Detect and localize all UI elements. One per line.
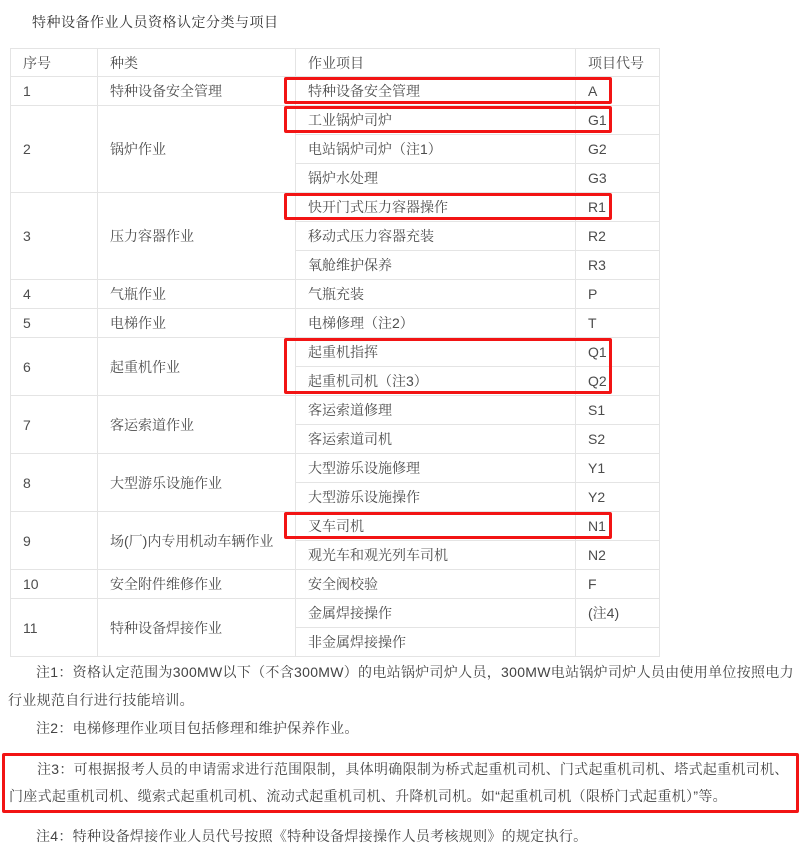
highlight-box-note-3 [2, 753, 799, 813]
cell-category: 气瓶作业 [98, 280, 296, 309]
cell-no: 1 [11, 77, 98, 106]
cell-project: 特种设备安全管理 [296, 77, 576, 106]
cell-code: (注4) [576, 599, 660, 628]
table-row [11, 599, 660, 628]
cell-project: 大型游乐设施修理 [296, 454, 576, 483]
qualification-table [10, 48, 660, 657]
cell-project: 锅炉水处理 [296, 164, 576, 193]
cell-code: A [576, 77, 660, 106]
cell-code [576, 628, 660, 657]
cell-category: 安全附件维修作业 [98, 570, 296, 599]
cell-category: 特种设备安全管理 [98, 77, 296, 106]
note-3: 注3：可根据报考人员的申请需求进行范围限制，具体明确限制为桥式起重机司机、门式起重机司机、塔式起重机司机、门座式起重机司机、缆索式起重机司机、流动式起重机司机、升降机司机。如“起重机司机（限桥门式起重机）”等。 [9, 761, 789, 804]
cell-no: 6 [11, 338, 98, 396]
cell-no: 7 [11, 396, 98, 454]
table-row [11, 396, 660, 425]
cell-code: G1 [576, 106, 660, 135]
cell-code: N2 [576, 541, 660, 570]
cell-project: 叉车司机 [296, 512, 576, 541]
cell-project: 非金属焊接操作 [296, 628, 576, 657]
header-no: 序号 [11, 49, 98, 77]
cell-project: 快开门式压力容器操作 [296, 193, 576, 222]
cell-project: 大型游乐设施操作 [296, 483, 576, 512]
cell-code: R1 [576, 193, 660, 222]
cell-category: 场(厂)内专用机动车辆作业 [98, 512, 296, 570]
note-2: 注2：电梯修理作业项目包括修理和维护保养作业。 [36, 720, 359, 736]
table-row [11, 193, 660, 222]
cell-code: Y2 [576, 483, 660, 512]
cell-project: 电站锅炉司炉（注1） [296, 135, 576, 164]
table-header-row [11, 49, 660, 77]
table-row [11, 106, 660, 135]
table-row [11, 454, 660, 483]
cell-code: N1 [576, 512, 660, 541]
table-row [11, 512, 660, 541]
cell-category: 特种设备焊接作业 [98, 599, 296, 657]
cell-project: 客运索道修理 [296, 396, 576, 425]
note-4: 注4：特种设备焊接作业人员代号按照《特种设备焊接操作人员考核规则》的规定执行。 [36, 828, 588, 844]
cell-code: Y1 [576, 454, 660, 483]
cell-no: 11 [11, 599, 98, 657]
cell-code: G3 [576, 164, 660, 193]
cell-code: Q2 [576, 367, 660, 396]
cell-no: 9 [11, 512, 98, 570]
cell-code: G2 [576, 135, 660, 164]
cell-project: 安全阀校验 [296, 570, 576, 599]
cell-code: P [576, 280, 660, 309]
cell-code: R2 [576, 222, 660, 251]
cell-project: 观光车和观光列车司机 [296, 541, 576, 570]
cell-category: 锅炉作业 [98, 106, 296, 193]
cell-category: 压力容器作业 [98, 193, 296, 280]
table-row [11, 77, 660, 106]
cell-code: F [576, 570, 660, 599]
table-row [11, 309, 660, 338]
cell-code: T [576, 309, 660, 338]
cell-project: 氧舱维护保养 [296, 251, 576, 280]
cell-project: 电梯修理（注2） [296, 309, 576, 338]
cell-category: 客运索道作业 [98, 396, 296, 454]
table-row [11, 338, 660, 367]
cell-no: 8 [11, 454, 98, 512]
cell-code: Q1 [576, 338, 660, 367]
cell-category: 电梯作业 [98, 309, 296, 338]
cell-no: 10 [11, 570, 98, 599]
cell-no: 5 [11, 309, 98, 338]
header-category: 种类 [98, 49, 296, 77]
cell-no: 4 [11, 280, 98, 309]
cell-code: S1 [576, 396, 660, 425]
page-title: 特种设备作业人员资格认定分类与项目 [32, 14, 279, 30]
table-row [11, 570, 660, 599]
cell-category: 大型游乐设施作业 [98, 454, 296, 512]
cell-project: 起重机指挥 [296, 338, 576, 367]
header-project: 作业项目 [296, 49, 576, 77]
cell-project: 气瓶充装 [296, 280, 576, 309]
cell-category: 起重机作业 [98, 338, 296, 396]
cell-code: S2 [576, 425, 660, 454]
cell-code: R3 [576, 251, 660, 280]
cell-project: 金属焊接操作 [296, 599, 576, 628]
table-row [11, 280, 660, 309]
cell-project: 移动式压力容器充装 [296, 222, 576, 251]
cell-project: 起重机司机（注3） [296, 367, 576, 396]
cell-no: 2 [11, 106, 98, 193]
cell-project: 客运索道司机 [296, 425, 576, 454]
cell-project: 工业锅炉司炉 [296, 106, 576, 135]
note-1: 注1：资格认定范围为300MW以下（不含300MW）的电站锅炉司炉人员，300MW电站锅炉司炉人员由使用单位按照电力行业规范自行进行技能培训。 [8, 664, 794, 708]
cell-no: 3 [11, 193, 98, 280]
header-code: 项目代号 [576, 49, 660, 77]
